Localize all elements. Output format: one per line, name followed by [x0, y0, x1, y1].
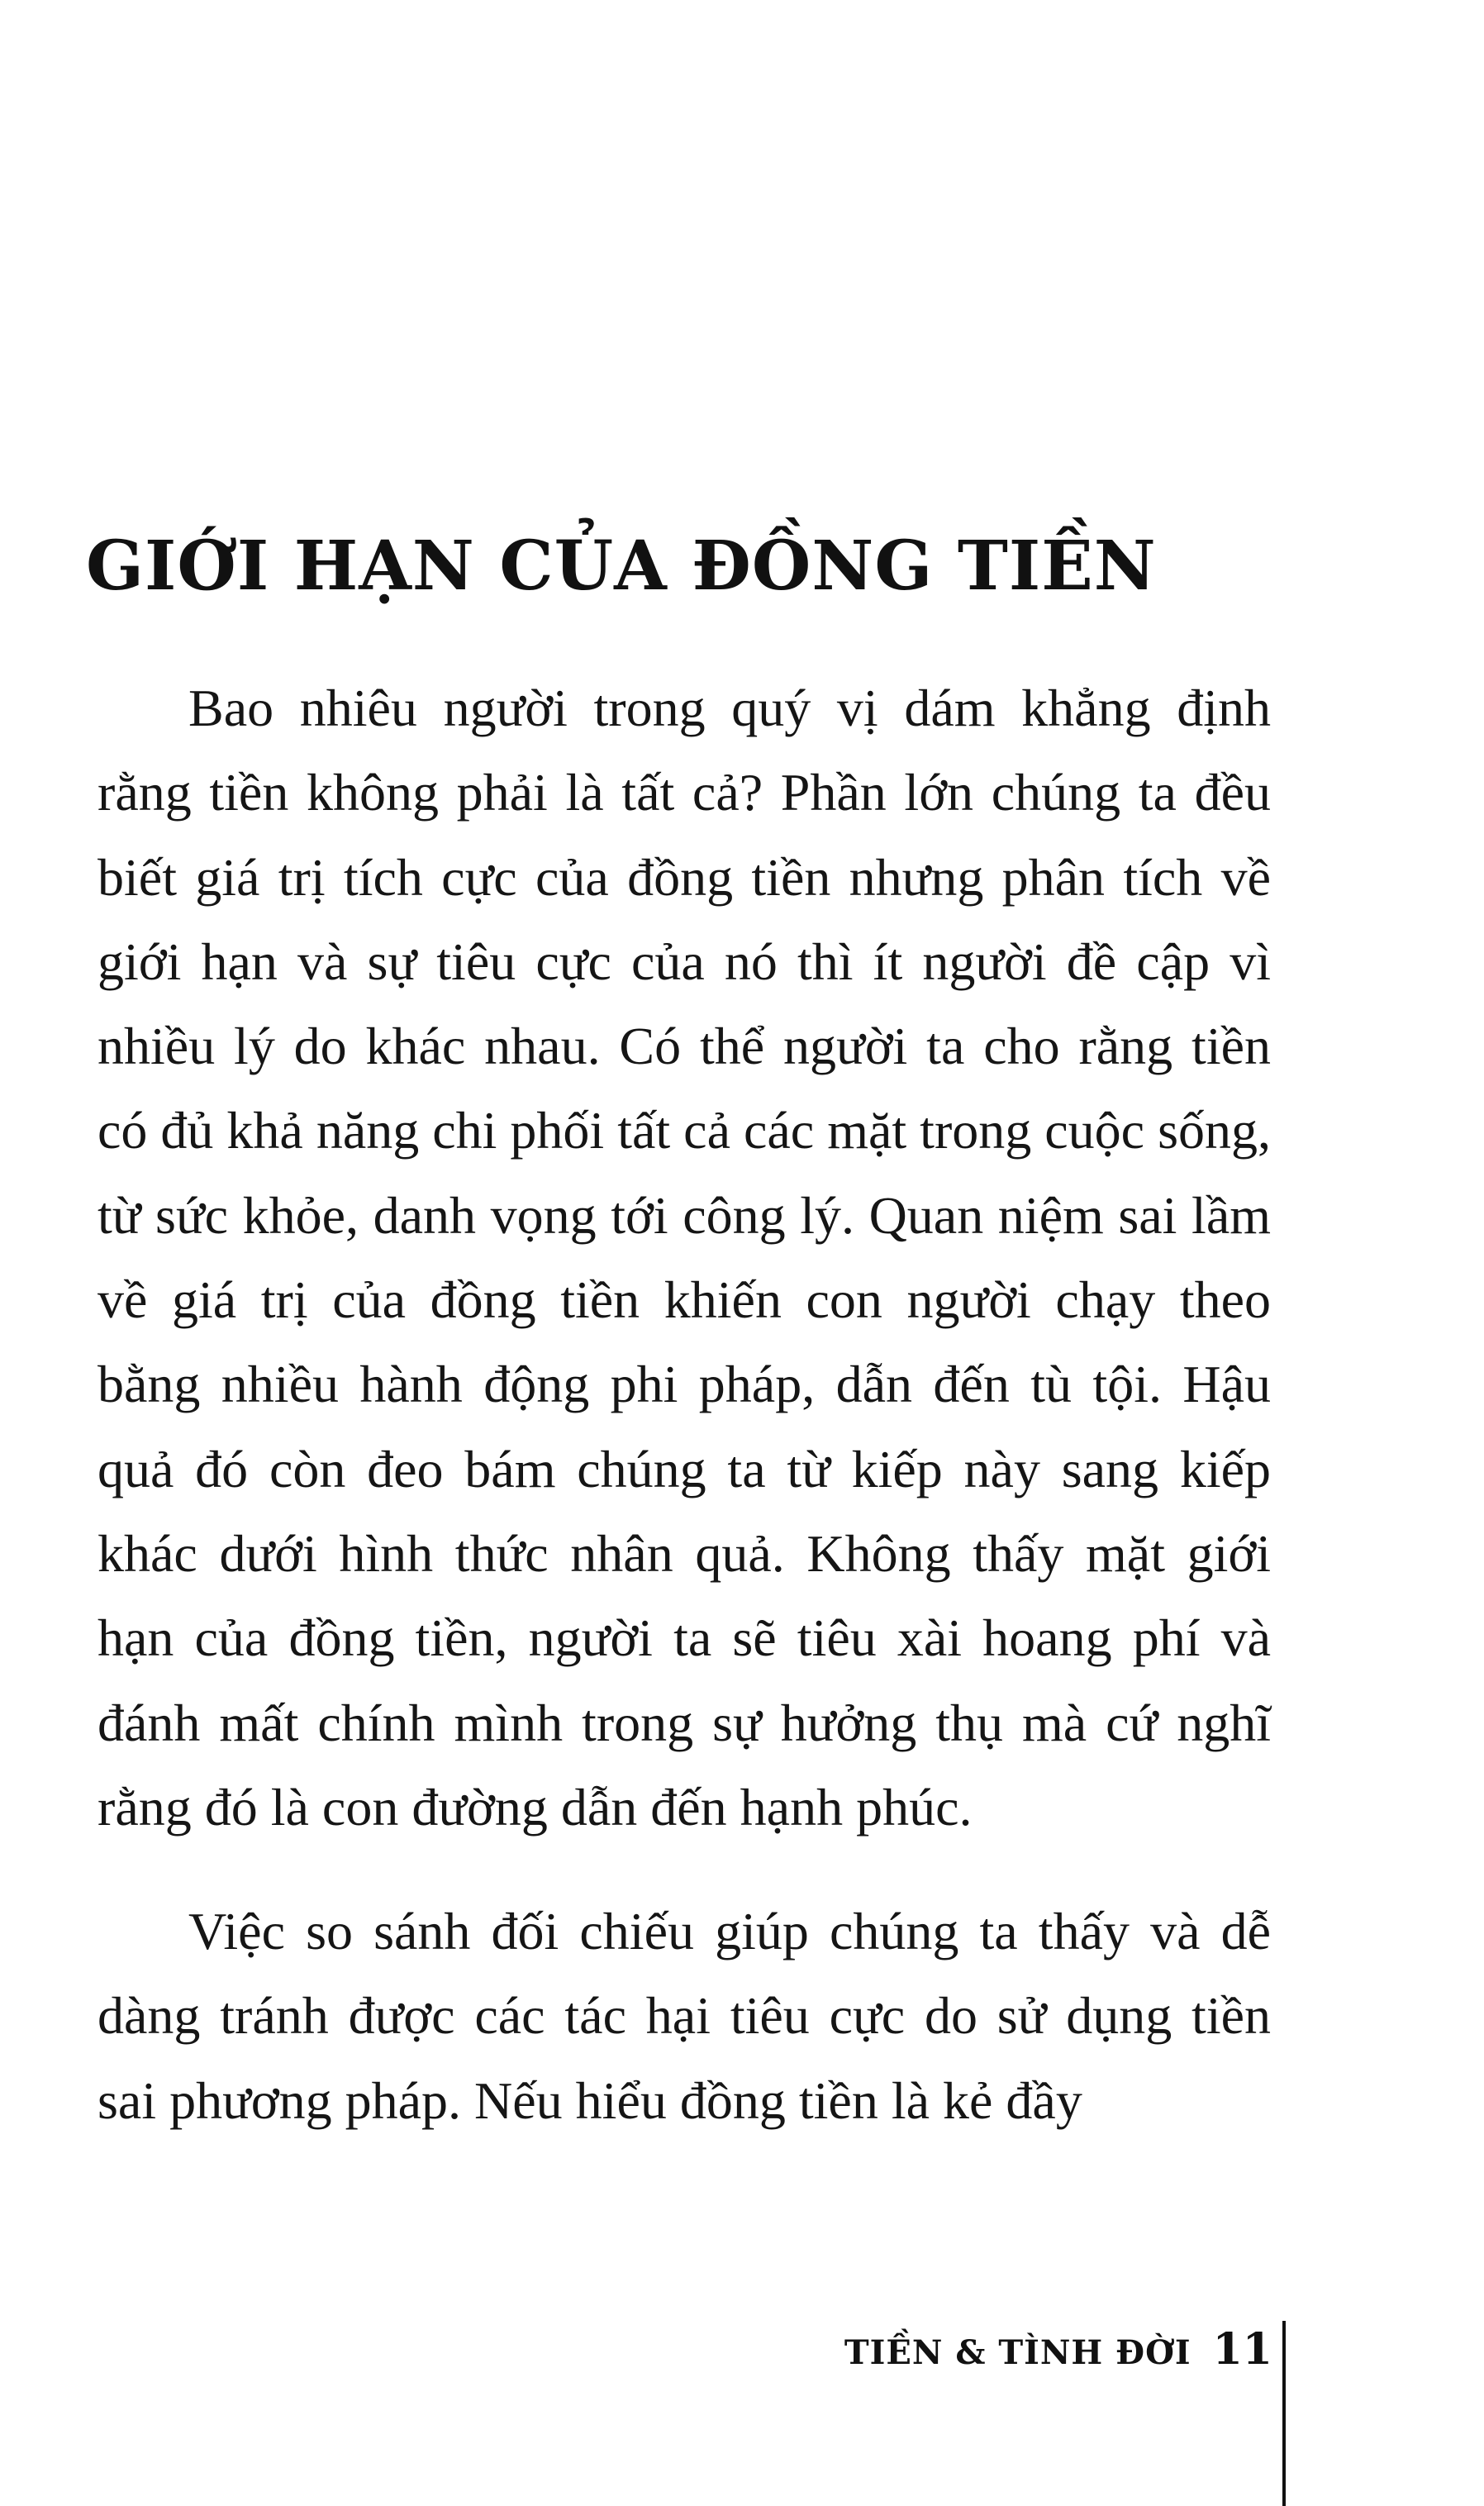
page-edge-line — [1282, 2321, 1286, 2506]
page-footer — [844, 2324, 1272, 2375]
paragraph-2: Việc so sánh đối chiếu giúp chúng ta thấy và dễ dàng tránh được các tác hại tiêu cực do sử dụng tiền sai phương pháp. Nếu hiểu đồng tiền là kẻ đầy — [98, 1902, 1271, 2130]
page-number: 11 — [1212, 2324, 1272, 2375]
chapter-title: GIỚI HẠN CỦA ĐỒNG TIỀN — [86, 526, 1157, 606]
running-title: TIỀN & TÌNH ĐỜI — [844, 2333, 1191, 2372]
body-text — [98, 666, 1271, 2143]
paragraph-1: Bao nhiêu người trong quý vị dám khẳng định rằng tiền không phải là tất cả? Phần lớn chúng ta đều biết giá trị tích cực của đồng tiền nhưng phân tích về giới hạn và sự tiêu cực của nó thì ít người đề cập vì nhiều lý do khác nhau. Có thể người ta cho rằng tiền có đủ khả năng chi phối tất cả các mặt trong cuộc sống, từ sức khỏe, danh vọng tới công lý. Quan niệm sai lầm về giá trị của đồng tiền khiến con người chạy theo bằng nhiều hành động phi pháp, dẫn đến tù tội. Hậu quả đó còn đeo bám chúng ta từ kiếp này sang kiếp khác dưới hình thức nhân quả. Không thấy mặt giới hạn của đồng tiền, người ta sẽ tiêu xài hoang phí và đánh mất chính mình trong sự hưởng thụ mà cứ nghĩ rằng đó là con đường dẫn đến hạnh phúc. — [98, 679, 1271, 1837]
